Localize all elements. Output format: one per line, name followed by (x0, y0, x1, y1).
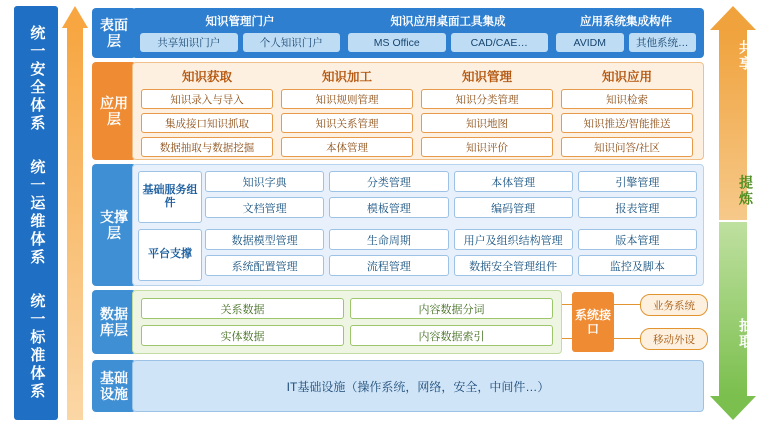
layer-label-support: 支撑层 (92, 164, 136, 286)
infrastructure-text: IT基础设施（操作系统，网络，安全，中间件…） (286, 379, 550, 394)
application-group-title: 知识获取 (181, 70, 232, 84)
database-cell[interactable]: 关系数据 (141, 298, 344, 319)
support-layer-panel (132, 164, 704, 286)
application-group-acquire (141, 67, 273, 161)
surface-layer-panel (132, 8, 704, 58)
surface-column-app-integration (556, 12, 696, 54)
support-cell[interactable]: 文档管理 (205, 197, 324, 218)
connector-line (614, 304, 642, 305)
extract-arrow-label: 抽取 (738, 318, 754, 350)
surface-cell[interactable]: MS Office (348, 33, 446, 52)
left-bar-item-0: 统一安全体系 (28, 25, 46, 133)
application-cell[interactable]: 知识地图 (421, 113, 553, 133)
database-cell[interactable]: 实体数据 (141, 325, 344, 346)
support-cell[interactable]: 本体管理 (454, 171, 573, 192)
support-row-label-platform: 平台支撑 (138, 229, 202, 281)
surface-cell[interactable]: AVIDM (556, 33, 624, 52)
application-cell[interactable]: 知识推送/智能推送 (561, 113, 693, 133)
support-cell[interactable]: 编码管理 (454, 197, 573, 218)
surface-column-title: 知识管理门户 (205, 16, 275, 28)
external-system-mobile[interactable]: 移动外设 (640, 328, 708, 350)
support-cell[interactable]: 知识字典 (205, 171, 324, 192)
layer-label-surface: 表面层 (92, 8, 136, 58)
layer-label-database: 数据库层 (92, 290, 136, 354)
share-arrow-label: 共享 (738, 40, 754, 72)
support-cell[interactable]: 数据模型管理 (205, 229, 324, 250)
infrastructure-layer-panel (132, 360, 704, 412)
external-system-business[interactable]: 业务系统 (640, 294, 708, 316)
application-cell[interactable]: 知识检索 (561, 89, 693, 109)
application-group-process (281, 67, 413, 161)
surface-cell[interactable]: 共享知识门户 (140, 33, 238, 52)
application-cell[interactable]: 知识分类管理 (421, 89, 553, 109)
upward-arrow-icon (62, 6, 88, 420)
surface-cell[interactable]: CAD/CAE… (451, 33, 549, 52)
left-bar-item-2: 统一标准体系 (28, 293, 46, 401)
support-cell[interactable]: 引擎管理 (578, 171, 697, 192)
surface-column-desktop-tools (348, 12, 548, 54)
layer-label-infrastructure: 基础设施 (92, 360, 136, 412)
support-cell[interactable]: 版本管理 (578, 229, 697, 250)
database-grid (141, 298, 553, 346)
application-cell[interactable]: 知识录入与导入 (141, 89, 273, 109)
application-group-manage (421, 67, 553, 161)
database-cell[interactable]: 内容数据索引 (350, 325, 553, 346)
database-layer-panel (132, 290, 562, 354)
application-group-title: 知识应用 (601, 70, 652, 84)
application-layer-panel (132, 62, 704, 160)
support-cell[interactable]: 流程管理 (329, 255, 448, 276)
application-group-title: 知识管理 (461, 70, 512, 84)
application-cell[interactable]: 知识关系管理 (281, 113, 413, 133)
support-cell[interactable]: 监控及脚本 (578, 255, 697, 276)
support-cell[interactable]: 生命周期 (329, 229, 448, 250)
surface-cell[interactable]: 个人知识门户 (243, 33, 341, 52)
support-cell[interactable]: 数据安全管理组件 (454, 255, 573, 276)
application-cell[interactable]: 本体管理 (281, 137, 413, 157)
surface-column-title: 知识应用桌面工具集成 (390, 16, 506, 28)
application-cell[interactable]: 数据抽取与数据挖掘 (141, 137, 273, 157)
application-group-title: 知识加工 (321, 70, 372, 84)
support-cell[interactable]: 系统配置管理 (205, 255, 324, 276)
left-vertical-bar (14, 6, 58, 420)
surface-cell[interactable]: 其他系统… (629, 33, 697, 52)
support-cell[interactable]: 分类管理 (329, 171, 448, 192)
support-row-platform-grid (205, 229, 697, 276)
surface-column-title: 应用系统集成构件 (580, 16, 672, 28)
support-cell[interactable]: 报表管理 (578, 197, 697, 218)
connector-line (614, 338, 642, 339)
application-group-apply (561, 67, 693, 161)
support-row-basic-services-grid (205, 171, 697, 218)
support-row-label-basic-services: 基础服务组件 (138, 171, 202, 223)
left-bar-item-1: 统一运维体系 (28, 159, 46, 267)
support-cell[interactable]: 模板管理 (329, 197, 448, 218)
application-cell[interactable]: 知识评价 (421, 137, 553, 157)
system-interface-box[interactable]: 系统接口 (572, 292, 614, 352)
application-cell[interactable]: 知识问答/社区 (561, 137, 693, 157)
surface-column-portal (140, 12, 340, 54)
refine-arrow-label: 提炼 (738, 175, 754, 207)
application-cell[interactable]: 知识规则管理 (281, 89, 413, 109)
layer-label-application: 应用层 (92, 62, 136, 160)
database-cell[interactable]: 内容数据分词 (350, 298, 553, 319)
application-cell[interactable]: 集成接口知识抓取 (141, 113, 273, 133)
support-cell[interactable]: 用户及组织结构管理 (454, 229, 573, 250)
